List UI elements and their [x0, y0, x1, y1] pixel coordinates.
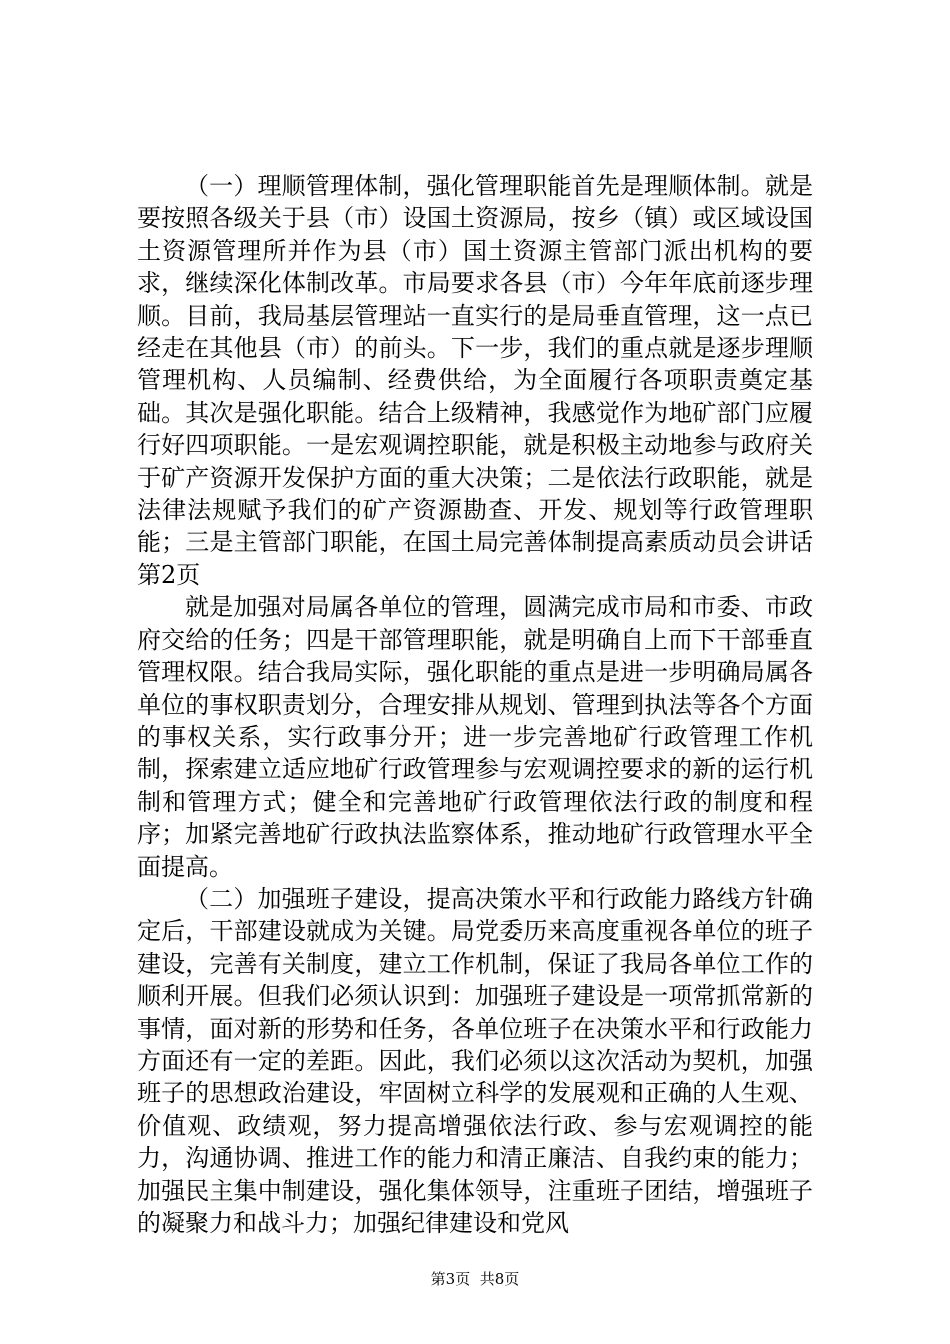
paragraph-3: （二）加强班子建设，提高决策水平和行政能力路线方针确定后，干部建设就成为关键。局党委历来高度重视各单位的班子建设，完善有关制度，建立工作机制，保证了我局各单位工作的顺利开展。但我们必须认识到：加强班子建设是一项常抓常新的事情，面对新的形势和任务，各单位班子在决策水平和行政能力方面还有一定的差距。因此，我们必须以这次活动为契机，加强班子的思想政治建设，牢固树立科学的发展观和正确的人生观、价值观、政绩观，努力提高增强依法行政、参与宏观调控的能力，沟通协调、推进工作的能力和清正廉洁、自我约束的能力；加强民主集中制建设，强化集体领导，注重班子团结，增强班子的凝聚力和战斗力；加强纪律建设和党风: [137, 884, 813, 1237]
footer-separator: [470, 1270, 480, 1288]
document-body: [137, 170, 813, 1239]
page-total: 共8页: [479, 1270, 520, 1288]
page-footer: [0, 1269, 950, 1289]
paragraph-1: （一）理顺管理体制，强化管理职能首先是理顺体制。就是要按照各级关于县（市）设国土资源局，按乡（镇）或区域设国土资源管理所并作为县（市）国土资源主管部门派出机构的要求，继续深化体制改革。市局要求各县（市）今年年底前逐步理顺。目前，我局基层管理站一直实行的是局垂直管理，这一点已经走在其他县（市）的前头。下一步，我们的重点就是逐步理顺管理机构、人员编制、经费供给，为全面履行各项职责奠定基础。其次是强化职能。结合上级精神，我感觉作为地矿部门应履行好四项职能。一是宏观调控职能，就是积极主动地参与政府关于矿产资源开发保护方面的重大决策；二是依法行政职能，就是法律法规赋予我们的矿产资源勘查、开发、规划等行政管理职能；三是主管部门职能，在国土局完善体制提高素质动员会讲话第2页: [137, 172, 813, 589]
paragraph-2: 就是加强对局属各单位的管理，圆满完成市局和市委、市政府交给的任务；四是干部管理职能，就是明确自上而下干部垂直管理权限。结合我局实际，强化职能的重点是进一步明确局属各单位的事权职责划分，合理安排从规划、管理到执法等各个方面的事权关系，实行政事分开；进一步完善地矿行政管理工作机制，探索建立适应地矿行政管理参与宏观调控要求的新的运行机制和管理方式；健全和完善地矿行政管理依法行政的制度和程序；加紧完善地矿行政执法监察体系，推动地矿行政管理水平全面提高。: [137, 593, 813, 881]
page-number: 第3页: [430, 1270, 471, 1288]
